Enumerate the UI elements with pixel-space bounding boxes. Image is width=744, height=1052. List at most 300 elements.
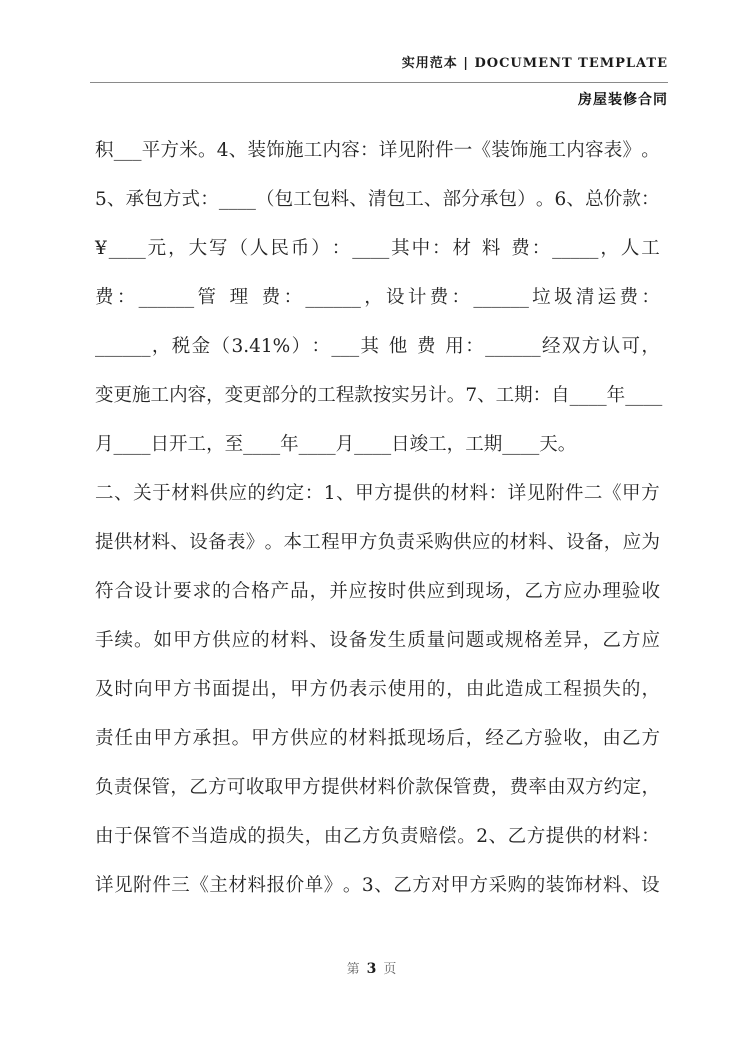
text-token: 现 [465,581,485,602]
text-token: 。 [264,532,284,553]
text-token: 材 [452,238,471,259]
text-token: 责 [400,826,419,847]
text-token: 质 [407,630,426,651]
text-token: 价 [285,875,305,896]
text-token: 款 [415,777,434,798]
text-token: 、 [170,532,189,553]
text-token: 。 [446,385,466,406]
text-token: 材 [358,777,378,798]
text-token: 。 [557,434,577,455]
text-token: 购 [434,532,453,553]
text-token: 保 [133,826,152,847]
contract-text-line [95,665,660,714]
text-token: 包 [498,189,518,210]
text-token: 失 [285,826,305,847]
text-token: 施 [528,140,548,161]
text-token: 设 [386,287,405,308]
text-token: 提 [545,826,565,847]
text-token: 表 [603,140,623,161]
text-token: 损 [266,826,286,847]
text-token: 示 [368,679,387,700]
contract-text-line [95,371,663,420]
text-token: 供 [339,777,359,798]
text-token: ： [432,238,451,259]
text-token: 件 [435,140,454,161]
text-token: 积 [95,140,114,161]
text-token: 分 [280,385,299,406]
text-token: 供 [212,630,231,651]
text-token: 设 [329,630,348,651]
text-token: 采 [415,532,434,553]
text-token: 按 [372,385,392,406]
text-token: 保 [434,777,453,798]
text-token: 购 [507,875,527,896]
text-token: ， [206,434,225,455]
text-token: 期 [483,434,503,455]
text-token: 用 [407,679,426,700]
text-token: 异 [563,630,582,651]
blank-underline: ____ [625,385,663,406]
text-token: 题 [465,630,485,651]
text-token: 年 [606,385,626,406]
text-token: 变 [95,385,114,406]
text-token: 开 [169,434,188,455]
text-token: 甲 [153,728,173,749]
text-token: 料 [290,630,309,651]
text-token: 款 [622,189,641,210]
text-token: 乙 [507,826,527,847]
text-token: 年 [280,434,299,455]
text-token: 提 [231,679,251,700]
text-token: ， [168,238,187,259]
text-token: 的 [426,679,446,700]
text-token: ： [641,287,660,308]
text-token: 仍 [329,679,348,700]
text-token: 、 [336,483,355,504]
text-token: 材 [450,483,469,504]
text-token: 方 [173,728,192,749]
text-token: ： [488,483,508,504]
text-token: 提 [95,532,114,553]
text-token: 甲 [251,728,270,749]
text-token: 料 [151,532,171,553]
text-token: 人 [620,238,640,259]
text-token: 方 [302,777,321,798]
text-token: 经 [541,336,561,357]
text-token: 件 [564,483,584,504]
text-token: 并 [329,581,348,602]
text-token: 问 [446,630,465,651]
text-token: 大 [188,238,208,259]
text-token: 详 [507,483,527,504]
text-token: 管 [197,287,216,308]
contract-text-line [95,763,660,812]
text-token: 、 [309,630,329,651]
blank-underline: ______ [473,287,529,308]
text-token: 甲 [355,483,374,504]
text-token: 乙 [189,777,208,798]
text-token: 承 [125,189,145,210]
text-token: 包 [386,189,406,210]
text-token: 费 [471,777,491,798]
text-token: 按 [368,581,387,602]
text-token: 料 [247,875,267,896]
text-token: ， [170,777,189,798]
text-token: 竣 [409,434,429,455]
text-token: 责 [95,728,114,749]
text-token: 材 [132,532,152,553]
text-token: 于 [114,826,133,847]
text-token: 计 [153,581,173,602]
contract-text-line [95,714,660,763]
text-token: 料 [368,728,387,749]
text-token: ， [600,238,619,259]
text-token: 认 [601,336,621,357]
text-token: 承 [479,189,499,210]
text-token: 如 [153,630,173,651]
text-token: ， [490,777,510,798]
text-token: 附 [545,483,565,504]
text-token: 验 [543,728,563,749]
text-token: 应 [348,581,368,602]
text-token: 方 [469,875,489,896]
text-token: 币 [290,238,310,259]
blank-underline: ___ [331,336,360,357]
text-token: 方 [641,728,660,749]
text-token: 附 [133,875,152,896]
text-token: 由 [95,826,114,847]
text-token: 方 [374,483,393,504]
header-brand: 实用范本 | DOCUMENT TEMPLATE [401,56,668,71]
text-token: 乙 [524,581,543,602]
text-token: 设 [566,532,585,553]
text-token: 见 [114,875,133,896]
text-token: 材 [270,630,290,651]
text-token: 的 [251,630,270,651]
text-token: 人 [249,238,269,259]
text-token: 方 [270,728,290,749]
blank-underline: ____ [108,238,146,259]
header-doc-title: 房屋装修合同 [578,92,668,108]
text-token: 民 [270,238,289,259]
text-token: ， [270,679,290,700]
text-token: 的 [247,483,267,504]
text-token: 、 [547,532,566,553]
text-token: 的 [431,483,450,504]
contract-text-line [95,175,660,224]
text-token: 方 [621,630,641,651]
text-token: ， [446,679,465,700]
text-token: 赔 [419,826,438,847]
text-token: 计 [407,287,427,308]
blank-underline: ____ [352,238,390,259]
text-token: 见 [397,140,417,161]
text-token: 料 [330,189,350,210]
text-token: 2 [476,826,489,847]
text-token: 双 [561,336,581,357]
text-token: 的 [583,826,603,847]
blank-underline: ____ [354,434,392,455]
text-token: 。 [535,189,555,210]
text-token: 月 [335,434,355,455]
footer-page-number: 3 [366,961,378,977]
text-token: 米 [179,140,198,161]
text-token: 工 [428,434,447,455]
text-token: 工 [187,434,207,455]
text-token: 方 [543,581,563,602]
text-token: 由 [323,826,343,847]
text-token: 费 [95,287,114,308]
text-token: 供 [290,728,309,749]
text-token: 包 [144,189,163,210]
text-token: 本 [283,532,302,553]
text-token: 4 [216,140,229,161]
text-token: 3.41% [231,336,291,357]
text-token: 、 [488,826,508,847]
text-token: 工 [150,385,170,406]
text-token: 管 [151,777,171,798]
text-token: 乙 [342,826,362,847]
text-token: ： [311,336,330,357]
text-token: 量 [426,630,446,651]
text-token: 抵 [387,728,407,749]
text-token: ， [641,336,660,357]
text-token: 约 [266,483,286,504]
text-token: 方 [641,483,660,504]
text-token: ： [641,826,660,847]
text-token: 部 [442,189,462,210]
text-token: 他 [388,336,408,357]
text-token: 单 [304,875,324,896]
text-token: 容 [341,140,360,161]
text-token: 求 [192,581,212,602]
text-token: 备 [208,532,227,553]
text-token: 1 [323,483,336,504]
text-token: 担 [212,728,231,749]
text-token: 工 [641,238,660,259]
text-token: 甲 [283,777,302,798]
blank-underline: ______ [95,336,151,357]
text-token: 任 [114,728,134,749]
text-token: 》 [622,140,642,161]
text-token: 料 [622,826,641,847]
blank-underline: ___ [113,140,142,161]
text-token: 设 [189,532,208,553]
text-token: 发 [368,630,387,651]
blank-underline: ____ [569,385,607,406]
text-token: 容 [585,140,604,161]
text-token: 工 [293,189,312,210]
contract-body [95,126,663,910]
text-token: ， [641,777,660,798]
text-token: 差 [543,630,563,651]
text-token: 或 [485,630,504,651]
text-token: 后 [446,728,465,749]
text-token: 甲 [290,679,309,700]
text-token: 的 [621,679,641,700]
text-token: 定 [622,777,642,798]
text-token: 应 [563,581,582,602]
text-token: 施 [132,385,151,406]
text-token: 现 [407,728,426,749]
text-token: ， [446,434,466,455]
text-token: 方 [208,777,227,798]
text-token: 采 [488,875,508,896]
text-token: 饰 [564,875,584,896]
text-token: 其 [391,238,410,259]
text-token: 时 [114,679,134,700]
text-token: 》 [323,875,343,896]
text-token: 约 [603,777,623,798]
text-token: 、 [566,189,585,210]
contract-text-line [95,469,660,518]
text-token: 工 [405,189,424,210]
text-token: 方 [162,189,182,210]
text-token: 容 [187,385,207,406]
footer-page-suffix: 页 [383,962,398,977]
text-token: 件 [152,875,171,896]
text-token: 应 [641,630,660,651]
text-token: 工 [543,679,563,700]
text-token: 方 [526,826,546,847]
text-token: 责 [113,777,133,798]
text-token: 书 [192,679,212,700]
text-token: ： [283,287,303,308]
text-token: 价 [603,189,623,210]
text-token: 管 [453,777,472,798]
blank-underline: ____ [218,189,256,210]
text-token: 工 [302,532,321,553]
footer-page-prefix: 第 [346,962,361,977]
text-token: 内 [322,140,342,161]
text-token: 可 [226,777,246,798]
text-token: 费 [417,336,436,357]
text-token: 当 [190,826,209,847]
text-token: 规 [504,630,524,651]
text-token: 工 [303,140,323,161]
text-token: 管 [152,826,171,847]
contract-text-line [95,273,660,322]
text-token: 款 [354,385,373,406]
text-token: 《 [472,140,492,161]
text-token: 饰 [510,140,529,161]
text-token: 》 [245,532,265,553]
text-token: 负 [377,532,397,553]
text-token: 提 [393,483,412,504]
text-token: 自 [551,385,570,406]
contract-text-line [95,812,660,861]
text-token: 可 [621,336,641,357]
text-token: 内 [566,140,585,161]
contract-text-line [95,224,660,273]
text-token: 6 [554,189,567,210]
text-token: 日 [391,434,410,455]
contract-text-line [95,616,660,665]
text-token: 月 [95,434,114,455]
blank-underline: ____ [502,434,540,455]
text-token: 饰 [266,140,285,161]
text-token: 收 [563,728,582,749]
text-token: 供 [564,826,584,847]
text-token: 于 [152,483,171,504]
text-token: 料 [481,238,501,259]
header-divider [90,82,668,83]
text-token: 、 [114,483,133,504]
text-token: 对 [431,875,450,896]
text-token: 5 [95,189,107,210]
text-token: ： [116,287,136,308]
text-token: 甲 [339,532,359,553]
text-token: 出 [251,679,270,700]
text-token: 清 [575,287,595,308]
blank-underline: ______ [138,287,195,308]
text-token: ） [291,336,311,357]
text-token: 办 [582,581,602,602]
text-token: 方 [358,532,378,553]
text-token: 备 [348,630,368,651]
text-token: 责 [396,532,416,553]
text-token: 应 [231,630,251,651]
text-token: 定 [285,483,305,504]
text-token: ： [331,238,351,259]
text-token: 天 [539,434,558,455]
text-token: 品 [290,581,309,602]
text-token: 、 [622,875,641,896]
text-token: 造 [209,826,228,847]
text-token: ， [603,532,623,553]
text-token: 。 [231,728,251,749]
text-token: 。 [134,630,153,651]
text-token: 表 [348,679,368,700]
text-token: 装 [545,875,565,896]
text-token: 见 [526,483,546,504]
text-token: 负 [95,777,114,798]
text-token: 应 [622,532,642,553]
text-token: 供 [113,532,133,553]
text-token: 乙 [504,728,524,749]
text-token: 及 [95,679,114,700]
text-token: ） [311,238,330,259]
text-token: 甲 [622,483,641,504]
text-token: 料 [602,875,622,896]
text-token: 工 [317,385,336,406]
text-token: 方 [309,679,329,700]
text-token: 方 [412,875,431,896]
text-token: 施 [285,140,304,161]
text-token: 损 [582,679,602,700]
text-token: 承 [192,728,212,749]
text-token: 由 [134,728,153,749]
text-token: 变 [224,385,244,406]
text-token: 工 [495,385,515,406]
text-token: （ [211,336,231,357]
text-token: ， [582,728,602,749]
text-token: 料 [528,532,547,553]
text-token: 用 [445,336,464,357]
contract-text-line [95,518,660,567]
text-token: ， [504,581,524,602]
text-token: 收 [245,777,265,798]
contract-text-line [95,322,660,371]
text-token: 总 [585,189,604,210]
text-token: 收 [641,581,660,602]
text-token: 造 [504,679,524,700]
text-token: 的 [490,532,510,553]
text-token: （ [256,189,275,210]
text-token: 备 [584,532,604,553]
text-token: 方 [361,826,381,847]
text-token: ¥ [95,238,107,259]
